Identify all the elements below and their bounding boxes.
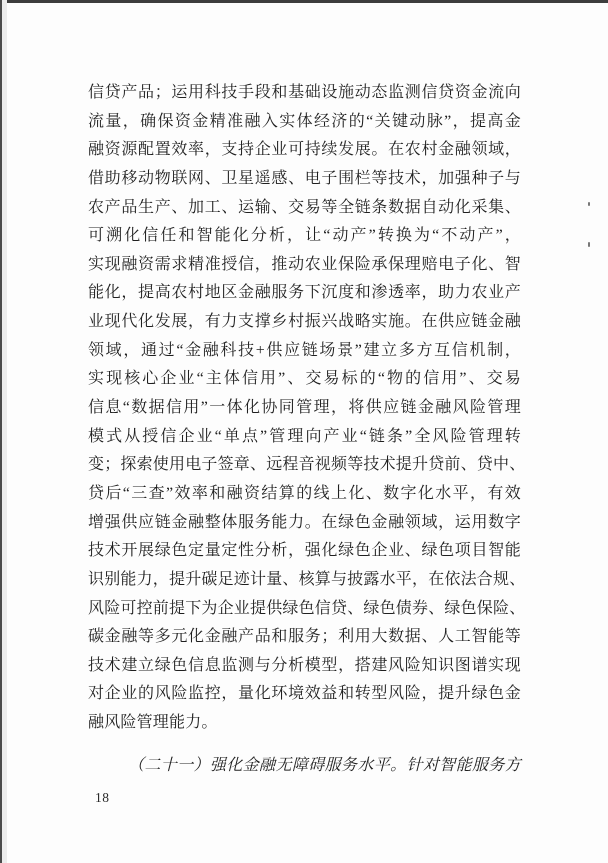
page-number: 18 [95, 790, 110, 805]
text-line: 对企业的风险监控，量化环境效益和转型风险，提升绿色金 [88, 685, 521, 703]
text-line: 业现代化发展，有力支撑乡村振兴战略实施。在供应链金融 [88, 313, 521, 331]
body-text-block [88, 79, 526, 781]
text-line: 可溯化信任和智能化分析，让“动产”转换为“不动产”， [88, 227, 521, 245]
text-line: 碳金融等多元化金融产品和服务；利用大数据、人工智能等 [88, 628, 521, 646]
section-paragraph-line [88, 752, 521, 781]
text-line: 贷后“三查”效率和融资结算的线上化、数字化水平，有效 [88, 484, 521, 502]
text-line: 融风险管理能力。 [88, 714, 218, 732]
scan-speck [588, 242, 590, 247]
text-line: 变；探索使用电子签章、远程音视频等技术提升贷前、贷中、 [88, 456, 526, 474]
text-line: 实现融资需求精准授信，推动农业保险承保理赔电子化、智 [88, 255, 521, 273]
text-line: 流量，确保资金精准融入实体经济的“关键动脉”，提高金 [88, 112, 521, 130]
text-line: 增强供应链金融整体服务能力。在绿色金融领域，运用数字 [88, 513, 521, 531]
scan-speck [588, 202, 590, 206]
text-line: 信贷产品；运用科技手段和基础设施动态监测信贷资金流向 [88, 84, 521, 101]
scan-shade-left [2, 0, 7, 863]
text-line: 实现核心企业“主体信用”、交易标的“物的信用”、交易 [88, 370, 521, 388]
text-line: 识别能力，提升碳足迹计量、核算与披露水平，在依法合规、 [88, 570, 526, 588]
scan-edge-left [0, 0, 2, 863]
text-line: 技术建立绿色信息监测与分析模型，搭建风险知识图谱实现 [88, 656, 521, 674]
section-body-start: 针对智能服务方 [406, 757, 521, 775]
text-line: 信息“数据信用”一体化协同管理，将供应链金融风险管理 [88, 399, 521, 417]
section-heading: （二十一）强化金融无障碍服务水平。 [128, 757, 407, 775]
text-line: 风险可控前提下为企业提供绿色信贷、绿色债券、绿色保险、 [88, 599, 526, 617]
text-line: 模式从授信企业“单点”管理向产业“链条”全风险管理转 [88, 427, 521, 445]
text-line: 领域，通过“金融科技+供应链场景”建立多方互信机制， [88, 341, 521, 359]
scan-edge-top [0, 0, 608, 3]
text-line: 农产品生产、加工、运输、交易等全链条数据自动化采集、 [88, 198, 521, 216]
text-line: 融资源配置效率，支持企业可持续发展。在农村金融领域， [88, 141, 521, 159]
text-line: 借助移动物联网、卫星遥感、电子围栏等技术，加强种子与 [88, 169, 521, 187]
text-line: 技术开展绿色定量定性分析，强化绿色企业、绿色项目智能 [88, 542, 521, 560]
text-line: 能化，提高农村地区金融服务下沉度和渗透率，助力农业产 [88, 284, 521, 302]
